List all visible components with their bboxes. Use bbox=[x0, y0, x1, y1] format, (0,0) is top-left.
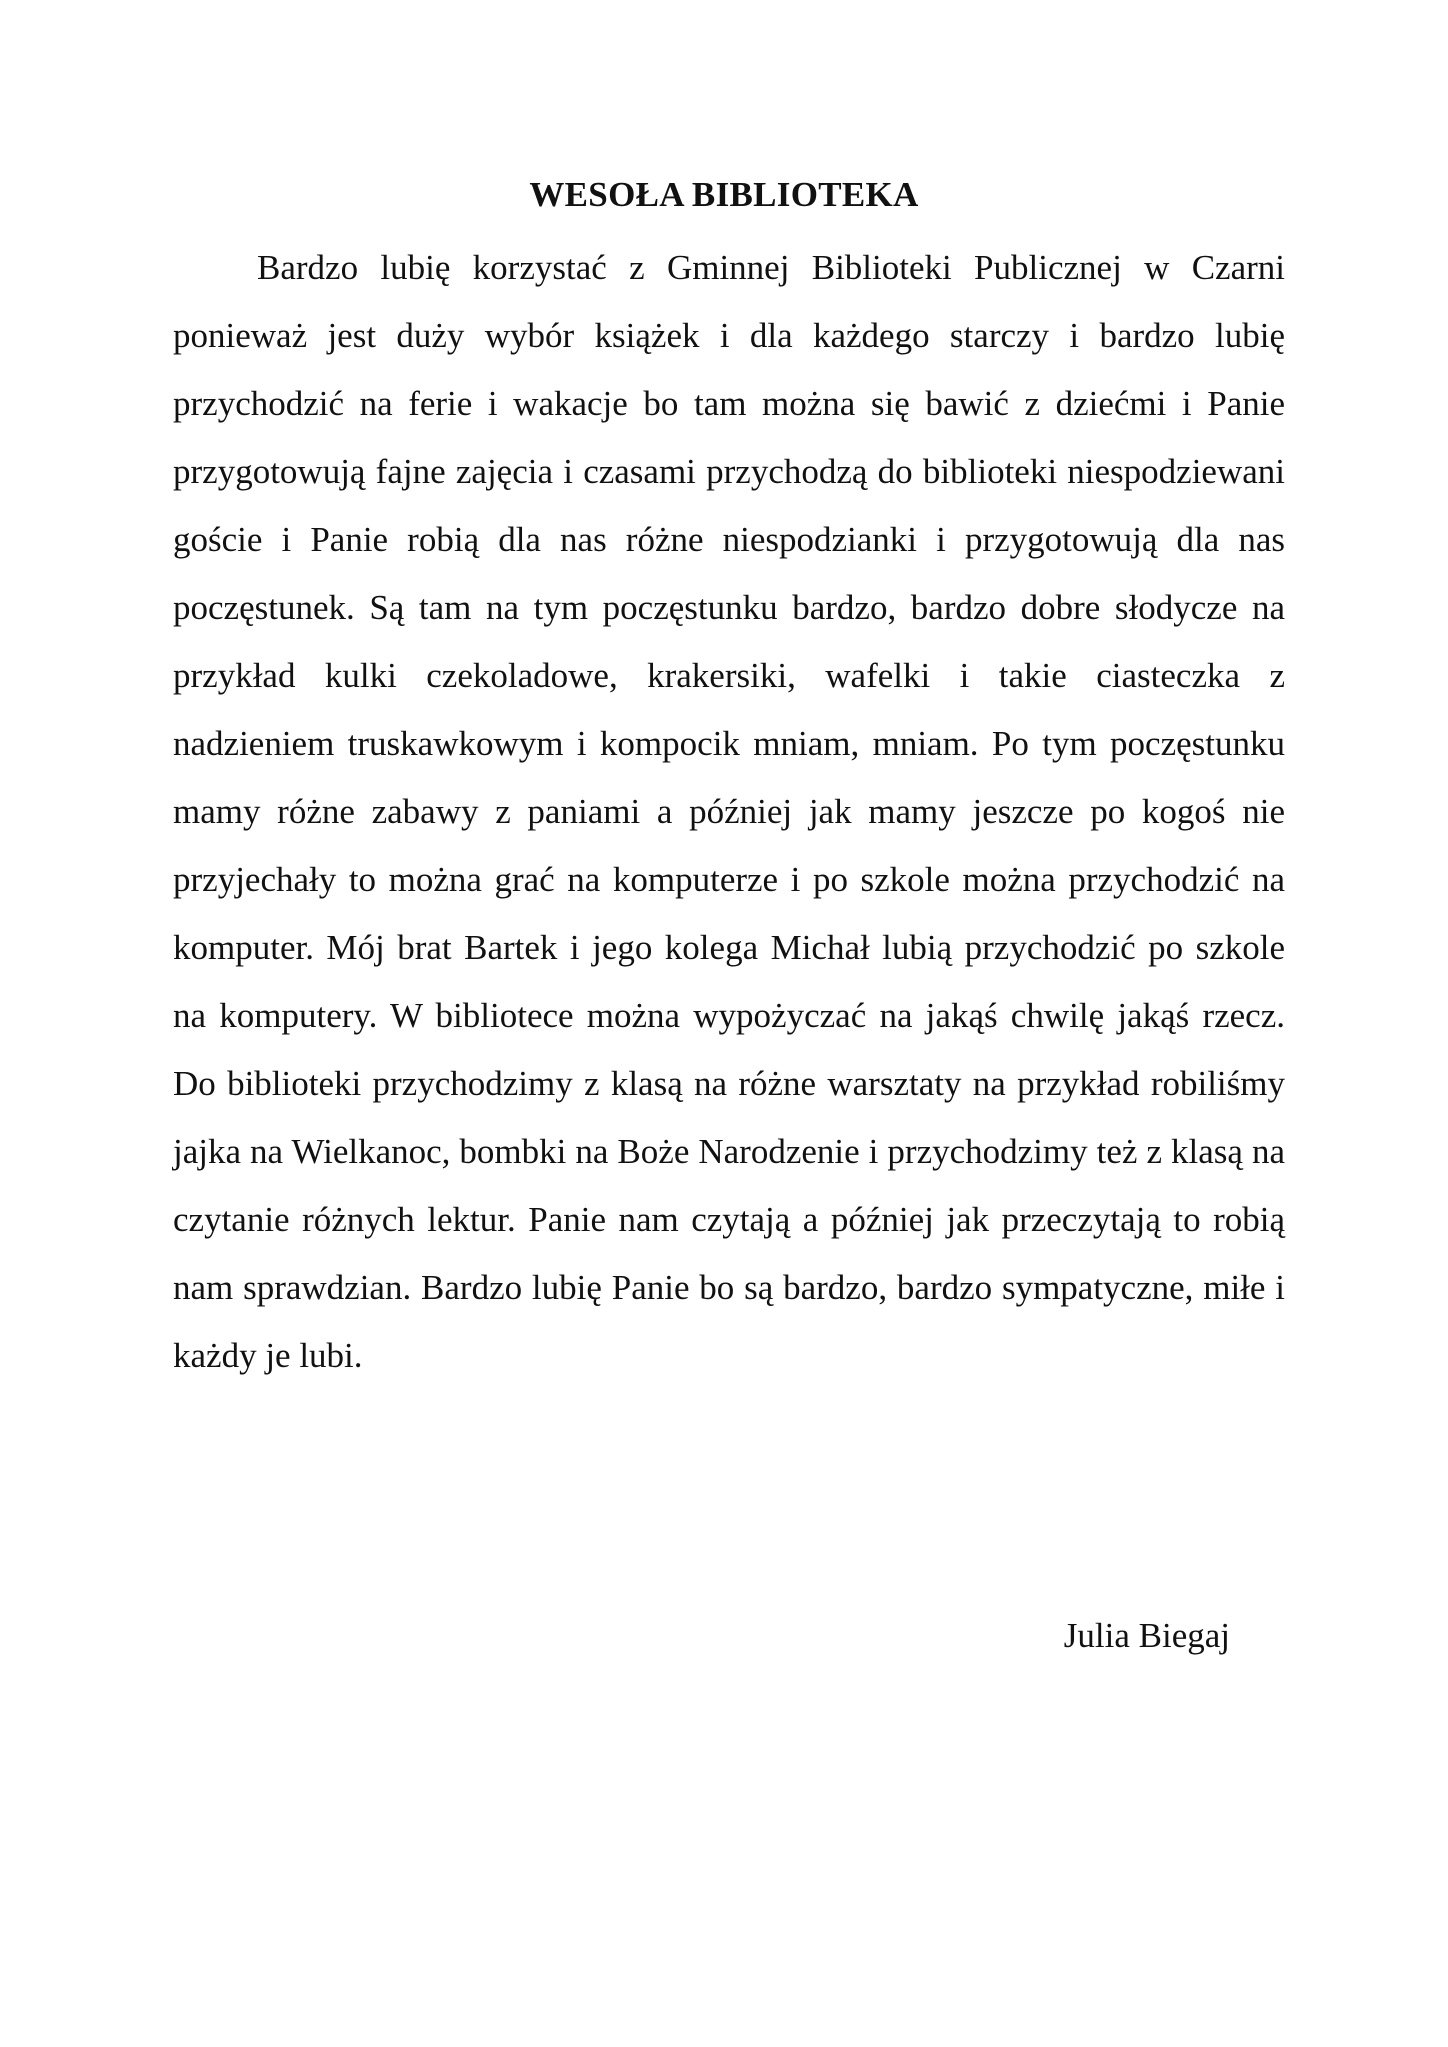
document-body: Bardzo lubię korzystać z Gminnej Biblioteki Publicznej w Czarni ponieważ jest duży wybór książek i dla każdego starczy i bardzo lubię przychodzić na ferie i wakacje bo tam można się bawić z dziećmi i Panie przygotowują fajne zajęcia i czasami przychodzą do biblioteki niespodziewani goście i Panie robią dla nas różne niespodzianki i przygotowują dla nas poczęstunek. Są tam na tym poczęstunku bardzo, bardzo dobre słodycze na przykład kulki czekoladowe, krakersiki, wafelki i takie ciasteczka z nadzieniem truskawkowym i kompocik mniam, mniam. Po tym poczęstunku mamy różne zabawy z paniami a później jak mamy jeszcze po kogoś nie przyjechały to można grać na komputerze i po szkole można przychodzić na komputer. Mój brat Bartek i jego kolega Michał lubią przychodzić po szkole na komputery. W bibliotece można wypożyczać na jakąś chwilę jakąś rzecz. Do biblioteki przychodzimy z klasą na różne warsztaty na przykład robiliśmy jajka na Wielkanoc, bombki na Boże Narodzenie i przychodzimy też z klasą na czytanie różnych lektur. Panie nam czytają a później jak przeczytają to robią nam sprawdzian. Bardzo lubię Panie bo są bardzo, bardzo sympatyczne, miłe i każdy je lubi. bbox=[173, 248, 1285, 1375]
document-title: WESOŁA BIBLIOTEKA bbox=[529, 175, 919, 214]
author-signature: Julia Biegaj bbox=[1063, 1616, 1230, 1655]
